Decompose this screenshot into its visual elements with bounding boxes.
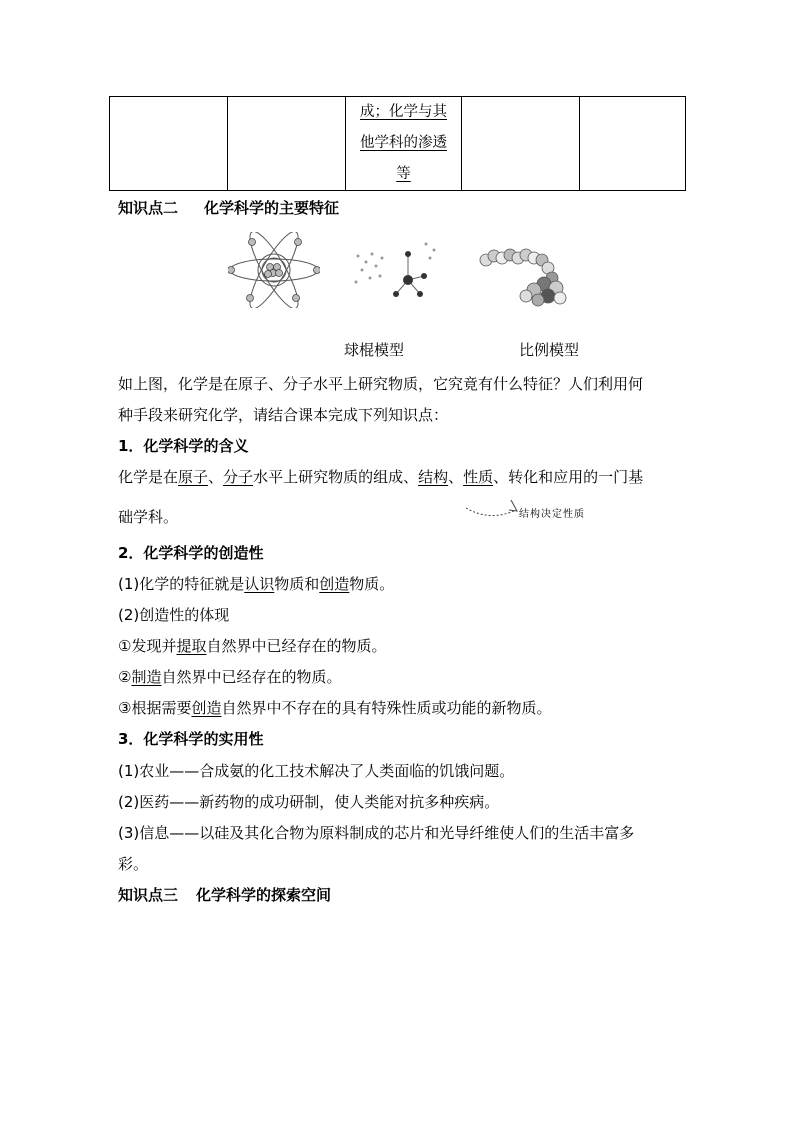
- table-cell: [346, 97, 462, 191]
- figure-caption-space-filling: 比例模型: [519, 341, 580, 359]
- table-cell: [228, 97, 346, 191]
- blank-answer: 原子: [178, 468, 209, 486]
- body-line: (1)农业——合成氨的化工技术解决了人类面临的饥饿问题。: [118, 762, 515, 780]
- blank-answer: 创造: [191, 699, 222, 717]
- body-line: ③根据需要创造自然界中不存在的具有特殊性质或功能的新物质。: [118, 699, 552, 717]
- item-heading: 1．化学科学的含义: [118, 437, 249, 455]
- body-line: (3)信息——以硅及其化合物为原料制成的芯片和光导纤维使人们的生活丰富多: [118, 824, 635, 842]
- table-cell-line: 成；化学与其: [360, 104, 447, 120]
- section-title: 化学科学的主要特征: [204, 199, 340, 217]
- blank-answer: 分子: [223, 468, 254, 486]
- atom-model-image: [228, 232, 320, 308]
- continuation-table: [109, 96, 686, 191]
- section-title: 化学科学的探索空间: [196, 886, 332, 904]
- intro-line: 如上图，化学是在原子、分子水平上研究物质，它究竟有什么特征？人们利用何: [118, 375, 644, 393]
- table-cell-line: 他学科的渗透: [360, 135, 447, 151]
- body-line: (2)创造性的体现: [118, 606, 230, 624]
- annotation-arrow-icon: [462, 496, 522, 524]
- body-line: ①发现并提取自然界中已经存在的物质。: [118, 637, 387, 655]
- blank-answer: 制造: [131, 668, 162, 686]
- body-line: (2)医药——新药物的成功研制，使人类能对抗多种疾病。: [118, 793, 500, 811]
- item-heading: 3．化学科学的实用性: [118, 730, 264, 748]
- figure-caption-ball-stick: 球棍模型: [344, 341, 405, 359]
- table-cell: [462, 97, 580, 191]
- blank-answer: 提取: [176, 637, 207, 655]
- body-line: ②制造自然界中已经存在的物质。: [118, 668, 342, 686]
- body-line: 彩。: [118, 855, 149, 873]
- section-number: 知识点二: [118, 199, 179, 217]
- blank-answer: 创造: [319, 575, 350, 593]
- blank-answer: 认识: [244, 575, 275, 593]
- table-cell-line: 等: [396, 166, 411, 182]
- section-heading: [118, 197, 339, 219]
- ball-stick-model-image: [350, 236, 440, 304]
- definition-line: 化学是在原子、分子水平上研究物质的组成、结构、性质、转化和应用的一门基: [118, 468, 644, 486]
- item-heading: 2．化学科学的创造性: [118, 544, 264, 562]
- blank-answer: 性质: [463, 468, 494, 486]
- table-cell: [580, 97, 686, 191]
- intro-line: 种手段来研究化学，请结合课本完成下列知识点：: [118, 406, 449, 424]
- annotation-note: 结构决定性质: [519, 509, 585, 520]
- space-filling-model-image: [478, 246, 570, 308]
- table-cell: [110, 97, 228, 191]
- section-number: 知识点三: [118, 886, 179, 904]
- section-heading: [118, 884, 331, 906]
- definition-line: 础学科。: [118, 508, 179, 526]
- blank-answer: 结构: [418, 468, 449, 486]
- body-line: (1)化学的特征就是认识物质和创造物质。: [118, 575, 395, 593]
